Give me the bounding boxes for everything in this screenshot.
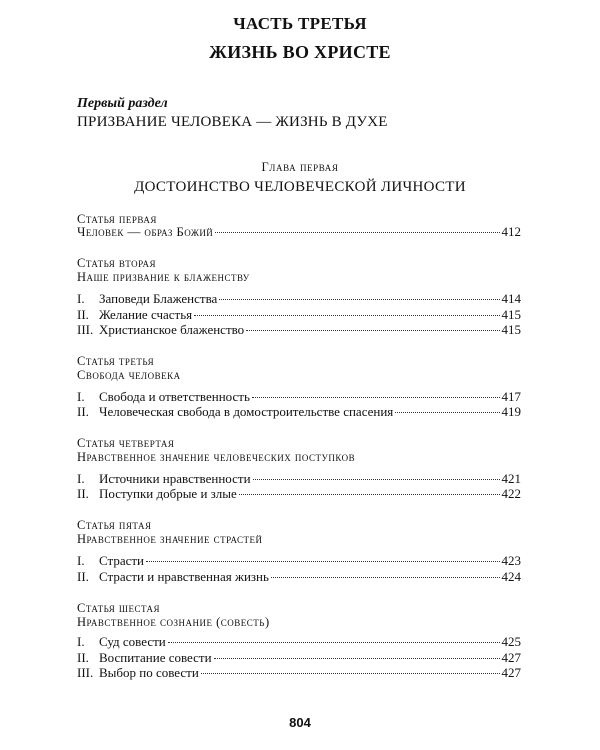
toc-entry[interactable] [77,569,521,585]
article-label: Статья первая [77,212,157,226]
article-label: Статья третья [77,354,155,368]
dot-leader [246,330,499,331]
toc-entry-number: I. [77,389,85,404]
dot-leader [253,479,500,480]
toc-page-number: 415 [501,307,521,322]
toc-entry-text: Выбор по совести [99,665,199,680]
toc-page-number: 417 [501,389,521,404]
toc-entry[interactable] [77,291,521,307]
toc-entry-text: Воспитание совести [99,650,212,665]
dot-leader [271,577,500,578]
chapter-label: Глава первая [261,160,339,174]
toc-entry-text: Суд совести [99,634,166,649]
toc-page-number: 427 [501,650,521,665]
toc-entry-number: II. [77,404,89,419]
toc-entry-number: II. [77,307,89,322]
toc-entry-text: Христианское блаженство [99,322,245,337]
toc-entry-text: Источники нравственности [99,471,251,486]
dot-leader [215,232,499,233]
toc-page-number: 425 [501,634,521,649]
toc-entry-text: Страсти [99,553,145,568]
dot-leader [194,315,499,316]
toc-entry[interactable] [77,322,521,338]
toc-page-number: 424 [501,569,521,584]
dot-leader [252,397,500,398]
article-label: Статья вторая [77,256,157,270]
toc-entry-number: I. [77,471,85,486]
toc-entry-text: Поступки добрые и злые [99,486,237,501]
part-title: ЧАСТЬ ТРЕТЬЯ [233,14,367,33]
article-label: Статья четвертая [77,436,175,450]
toc-page-number: 414 [501,291,521,306]
dot-leader [146,561,499,562]
article-label: Статья шестая [77,601,161,615]
toc-entry[interactable] [77,553,521,569]
toc-entry-text: Свобода и ответственность [99,389,250,404]
dot-leader [214,658,500,659]
toc-entry[interactable] [77,486,521,502]
toc-entry-text: Страсти и нравственная жизнь [99,569,269,584]
toc-entry[interactable] [77,471,521,487]
toc-entry[interactable] [77,404,521,420]
article-title: Свобода человека [77,368,181,382]
toc-entry[interactable] [77,389,521,405]
toc-entry-number: III. [77,665,94,680]
toc-entry-number: I. [77,291,85,306]
toc-entry-text: Заповеди Блаженства [99,291,218,306]
toc-entry[interactable] [77,307,521,323]
section-label: Первый раздел [77,96,168,111]
toc-entry-number: I. [77,553,85,568]
toc-entry[interactable] [77,650,521,666]
page-number: 804 [289,715,311,730]
article-title: Наше призвание к блаженству [77,270,250,284]
dot-leader [168,642,500,643]
toc-entry[interactable] [77,634,521,650]
dot-leader [239,494,500,495]
toc-entry[interactable] [77,224,521,240]
article-label: Статья пятая [77,518,152,532]
section-title: ПРИЗВАНИЕ ЧЕЛОВЕКА — ЖИЗНЬ В ДУХЕ [77,114,388,130]
toc-entry-text: Желание счастья [99,307,193,322]
article-title: Нравственное сознание (совесть) [77,615,270,629]
toc-entry-number: I. [77,634,85,649]
chapter-title: ДОСТОИНСТВО ЧЕЛОВЕЧЕСКОЙ ЛИЧНОСТИ [134,179,466,195]
dot-leader [395,412,499,413]
dot-leader [219,299,499,300]
toc-page-number: 421 [501,471,521,486]
toc-page-number: 412 [501,224,521,239]
toc-entry-number: III. [77,322,94,337]
part-subtitle: ЖИЗНЬ ВО ХРИСТЕ [209,42,391,62]
toc-entry-number: II. [77,569,89,584]
toc-entry-text: Человеческая свобода в домостроительстве спасения [99,404,394,419]
toc-page-number: 422 [501,486,521,501]
dot-leader [201,673,500,674]
article-title: Нравственное значение страстей [77,532,263,546]
article-title: Нравственное значение человеческих поступков [77,450,356,464]
toc-page-number: 419 [501,404,521,419]
toc-entry-number: II. [77,486,89,501]
toc-entry-number: II. [77,650,89,665]
toc-page-number: 427 [501,665,521,680]
toc-page-number: 423 [501,553,521,568]
toc-entry-text: Человек — образ Божий [77,224,214,239]
toc-page-number: 415 [501,322,521,337]
toc-entry[interactable] [77,665,521,681]
